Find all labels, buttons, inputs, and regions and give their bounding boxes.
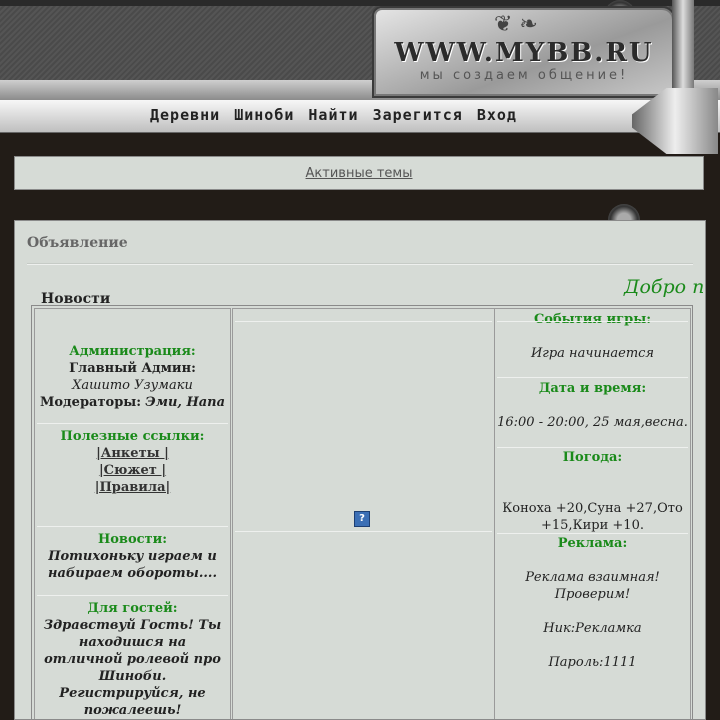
nav-item-shinobi[interactable]: Шиноби <box>234 106 295 124</box>
events-text: Игра начинается <box>530 346 655 361</box>
events-header: События игры: <box>533 312 652 327</box>
nav-items <box>150 106 517 124</box>
datetime-text: 16:00 - 20:00, 25 мая,весна. <box>497 415 688 430</box>
main-navigation <box>0 100 720 133</box>
active-topics-link[interactable]: Активные темы <box>305 166 413 181</box>
left-column <box>34 308 231 720</box>
logo-ornament-icon: ❦ ❧ <box>494 12 538 37</box>
ads-password: Пароль:1111 <box>548 655 637 670</box>
news-heading: Новости <box>41 291 111 307</box>
link-rules[interactable]: |Правила| <box>94 480 171 495</box>
divider <box>497 533 688 534</box>
moderators-line <box>35 394 230 411</box>
question-mark-icon[interactable]: ? <box>354 511 370 527</box>
weather-text: Коноха +20,Суна +27,Ото +15,Кири +10. <box>502 501 683 533</box>
ads-nick: Ник:Рекламка <box>543 621 642 636</box>
info-table <box>31 305 693 720</box>
admin-section <box>35 343 230 411</box>
divider <box>497 321 688 322</box>
site-header <box>0 0 720 100</box>
main-admin-name: Хашито Узумаки <box>72 378 193 393</box>
divider <box>235 531 492 532</box>
guests-section <box>35 600 230 719</box>
ads-header: Реклама: <box>557 536 628 551</box>
right-column <box>495 308 691 720</box>
moderators-names: Эми, Напа <box>145 395 226 410</box>
active-topics-bar <box>14 156 704 190</box>
divider <box>37 526 228 527</box>
divider <box>235 321 492 322</box>
nav-item-login[interactable]: Вход <box>476 106 517 124</box>
middle-column <box>232 308 495 720</box>
news-text: Потихоньку играем и набираем обороты.... <box>48 549 217 581</box>
weather-section <box>495 449 690 534</box>
divider <box>27 263 693 265</box>
news-header: Новости: <box>97 532 168 547</box>
announcement-panel <box>14 220 706 720</box>
link-profiles[interactable]: |Анкеты | <box>96 446 169 461</box>
ads-line1: Реклама взаимная! <box>525 570 660 585</box>
site-logo[interactable] <box>372 6 676 98</box>
divider <box>497 377 688 378</box>
logo-subtitle: мы создаем общение! <box>419 68 629 83</box>
ads-section <box>495 535 690 671</box>
main-admin-label: Главный Админ: <box>69 361 196 376</box>
divider <box>37 595 228 596</box>
announcement-title: Объявление <box>27 235 128 251</box>
link-plot[interactable]: |Сюжет | <box>98 463 167 478</box>
divider <box>37 423 228 424</box>
datetime-header: Дата и время: <box>538 381 647 396</box>
ads-line2: Проверим! <box>554 587 631 602</box>
logo-title: WWW.MYBB.RU <box>394 38 654 68</box>
links-section <box>35 428 230 496</box>
events-section <box>495 311 690 362</box>
admin-header: Администрация: <box>69 344 196 359</box>
welcome-marquee: Добро п <box>624 276 705 298</box>
nav-item-search[interactable]: Найти <box>308 106 359 124</box>
guests-text: Здравствуй Гость! Ты находишся на отличной ролевой про Шиноби. Регистрируйся, не пожалеешь! <box>43 618 222 718</box>
news-section <box>35 531 230 582</box>
guests-header: Для гостей: <box>87 601 178 616</box>
divider <box>497 447 688 448</box>
moderators-label: Модераторы: <box>39 395 142 410</box>
weather-header: Погода: <box>562 450 623 465</box>
links-header: Полезные ссылки: <box>60 429 205 444</box>
nav-item-register[interactable]: Зарегится <box>372 106 463 124</box>
nav-item-villages[interactable]: Деревни <box>150 106 221 124</box>
datetime-section <box>495 380 690 431</box>
